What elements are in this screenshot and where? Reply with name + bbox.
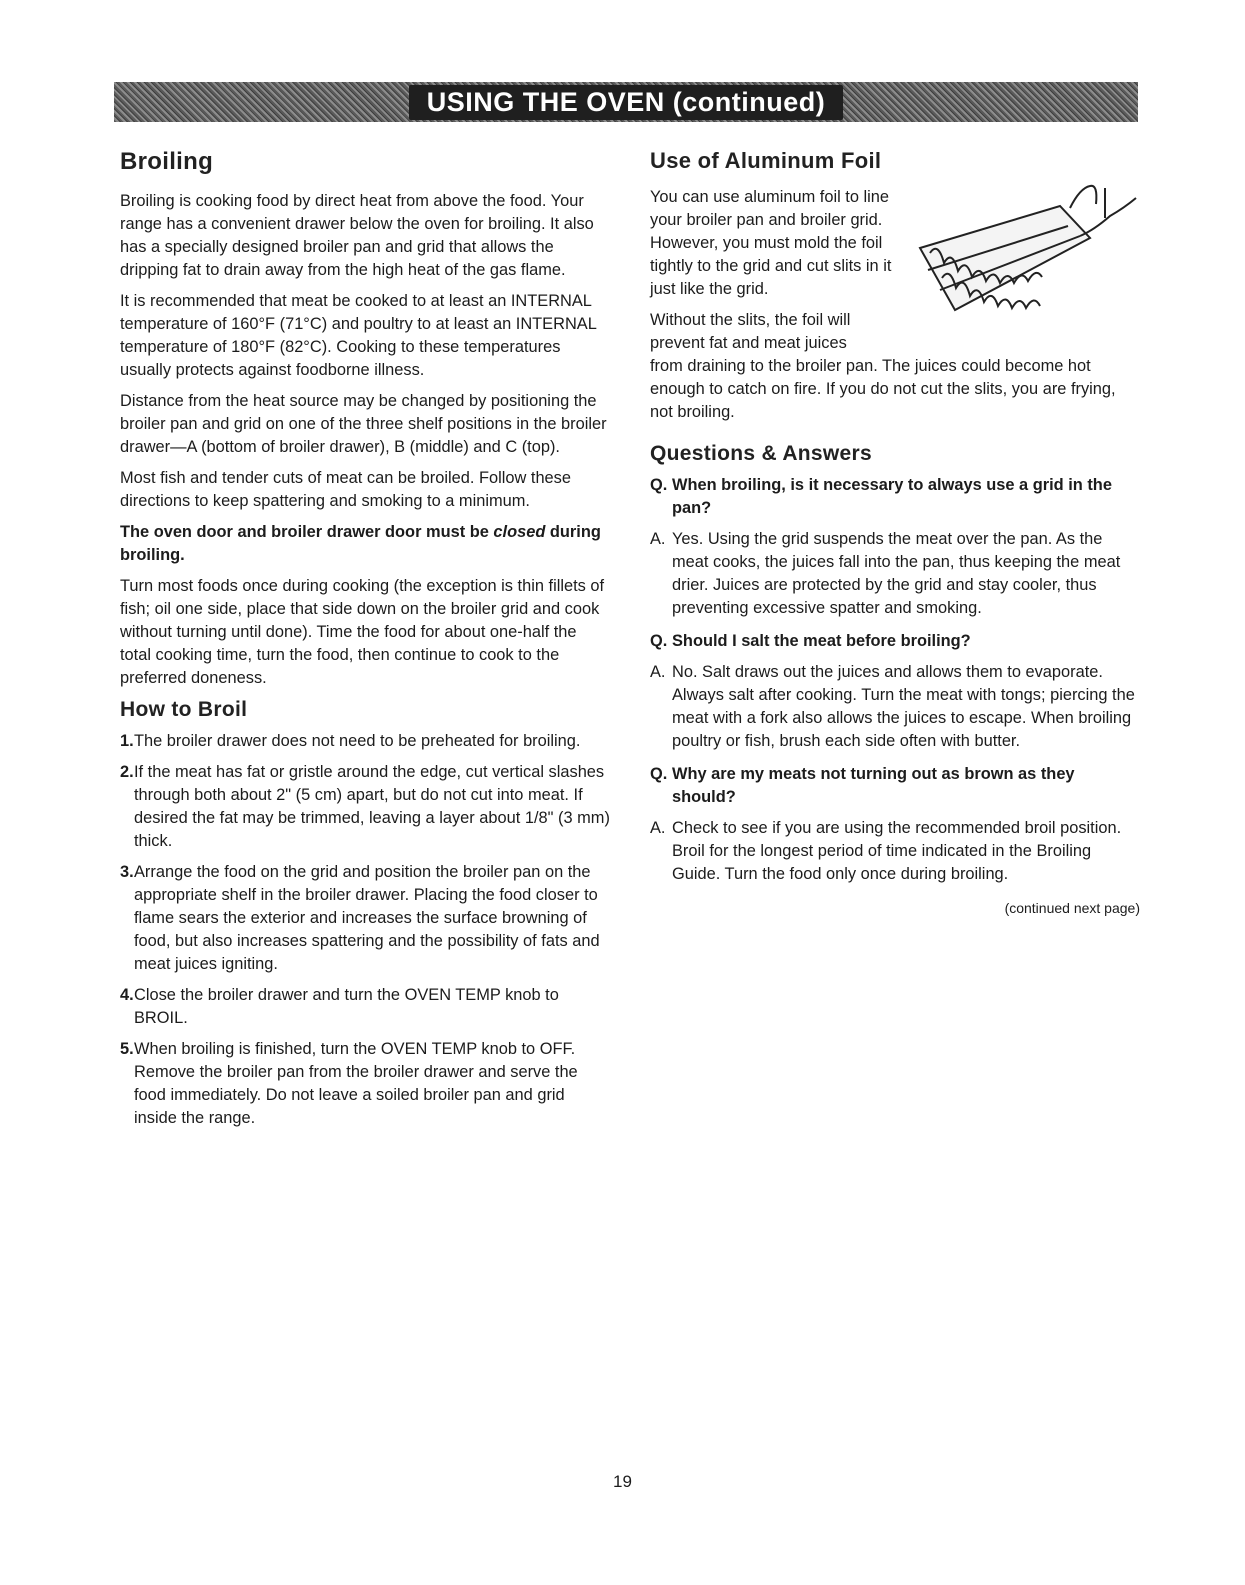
a-label: A. bbox=[650, 663, 666, 681]
foil-section bbox=[650, 186, 1140, 424]
door-closed-note bbox=[120, 521, 610, 567]
note-text: The oven door and broiler drawer door must be bbox=[120, 523, 489, 541]
foil-paragraph: You can use aluminum foil to line your broiler pan and broiler grid. However, you must mold the foil tightly to the grid and cut slits in it just like the grid. bbox=[650, 188, 892, 298]
how-to-broil-heading: How to Broil bbox=[120, 698, 248, 721]
question-text: When broiling, is it necessary to always use a grid in the pan? bbox=[672, 476, 1112, 517]
q-label: Q. bbox=[650, 476, 668, 494]
question bbox=[650, 630, 1140, 653]
foil-paragraph-continued: Without the slits, the foil will prevent fat and meat juices bbox=[650, 311, 851, 352]
list-item bbox=[120, 730, 610, 753]
qa-item bbox=[650, 763, 1140, 886]
step-number: 3. bbox=[120, 863, 134, 881]
list-item bbox=[120, 984, 610, 1030]
step-number: 5. bbox=[120, 1040, 134, 1058]
foil-paragraph-end: from draining to the broiler pan. The juices could become hot enough to catch on fire. If you do not cut the slits, you are frying, not broiling. bbox=[650, 357, 1116, 421]
question bbox=[650, 474, 1140, 520]
broiler-grid-illustration bbox=[900, 178, 1140, 338]
continued-note: (continued next page) bbox=[1004, 900, 1140, 916]
aluminum-foil-heading: Use of Aluminum Foil bbox=[650, 148, 882, 173]
q-label: Q. bbox=[650, 632, 668, 650]
question-text: Should I salt the meat before broiling? bbox=[672, 632, 971, 650]
list-item bbox=[120, 1038, 610, 1130]
step-text: When broiling is finished, turn the OVEN TEMP knob to OFF. Remove the broiler pan from the broiler drawer and serve the food immediately. Do not leave a soiled broiler pan and grid inside the range. bbox=[134, 1040, 578, 1127]
paragraph: Most fish and tender cuts of meat can be broiled. Follow these directions to keep spattering and smoking to a minimum. bbox=[120, 469, 571, 510]
section-banner bbox=[114, 82, 1138, 122]
left-column bbox=[120, 148, 610, 1138]
step-number: 1. bbox=[120, 732, 134, 750]
paragraph: Broiling is cooking food by direct heat from above the food. Your range has a convenient drawer below the oven for broiling. It also has a specially designed broiler pan and grid that allows the dripping fat to drain away from the high heat of the gas flame. bbox=[120, 192, 594, 279]
answer bbox=[650, 817, 1140, 886]
note-emphasis: closed bbox=[493, 523, 546, 541]
step-number: 4. bbox=[120, 986, 134, 1004]
note-text: during broiling. bbox=[120, 523, 601, 564]
list-item bbox=[120, 761, 610, 853]
list-item bbox=[120, 861, 610, 976]
answer bbox=[650, 528, 1140, 620]
a-label: A. bbox=[650, 819, 666, 837]
questions-answers-heading: Questions & Answers bbox=[650, 442, 872, 465]
banner-title-box bbox=[409, 85, 844, 120]
qa-item bbox=[650, 630, 1140, 753]
step-text: Arrange the food on the grid and position the broiler pan on the appropriate shelf in the broiler drawer. Placing the food closer to flame sears the exterior and increases the surface browning of food, but also increases spattering and the possibility of fats and meat juices igniting. bbox=[134, 863, 600, 973]
broiling-heading: Broiling bbox=[120, 148, 214, 175]
a-label: A. bbox=[650, 530, 666, 548]
page-number: 19 bbox=[613, 1472, 632, 1491]
step-text: If the meat has fat or gristle around the edge, cut vertical slashes through both about 2" (5 cm) apart, but do not cut into meat. If desired the fat may be trimmed, leaving a layer about 1/8" (3 mm) thick. bbox=[134, 763, 610, 850]
paragraph: It is recommended that meat be cooked to at least an INTERNAL temperature of 160°F (71°C) and poultry to at least an INTERNAL temperature of 180°F (82°C). Cooking to these temperatures usually protects against foodborne illness. bbox=[120, 292, 597, 379]
paragraph: Distance from the heat source may be changed by positioning the broiler pan and grid on one of the three shelf positions in the broiler drawer—A (bottom of broiler drawer), B (middle) and C (top). bbox=[120, 392, 607, 456]
question bbox=[650, 763, 1140, 809]
question-text: Why are my meats not turning out as brown as they should? bbox=[672, 765, 1075, 806]
answer-text: Check to see if you are using the recommended broil position. Broil for the longest period of time indicated in the Broiling Guide. Turn the food only once during broiling. bbox=[672, 819, 1122, 883]
step-text: Close the broiler drawer and turn the OVEN TEMP knob to BROIL. bbox=[134, 986, 559, 1027]
q-label: Q. bbox=[650, 765, 668, 783]
answer bbox=[650, 661, 1140, 753]
right-column bbox=[650, 148, 1140, 916]
banner-title: USING THE OVEN (continued) bbox=[426, 86, 826, 117]
answer-text: No. Salt draws out the juices and allows them to evaporate. Always salt after cooking. Turn the meat with tongs; piercing the meat with a fork also allows the juices to escape. When broiling poultry or fish, brush each side often with butter. bbox=[672, 663, 1135, 750]
step-text: The broiler drawer does not need to be preheated for broiling. bbox=[134, 732, 581, 750]
qa-item bbox=[650, 474, 1140, 620]
answer-text: Yes. Using the grid suspends the meat over the pan. As the meat cooks, the juices fall into the pan, thus keeping the meat drier. Juices are protected by the grid and stay cooler, thus preventing excessive spatter and smoking. bbox=[672, 530, 1121, 617]
step-number: 2. bbox=[120, 763, 134, 781]
steps-list bbox=[120, 730, 610, 1130]
paragraph: Turn most foods once during cooking (the exception is thin fillets of fish; oil one side, place that side down on the broiler grid and cook without turning until done). Time the food for about one-half the total cooking time, turn the food, then continue to cook to the preferred doneness. bbox=[120, 577, 605, 687]
